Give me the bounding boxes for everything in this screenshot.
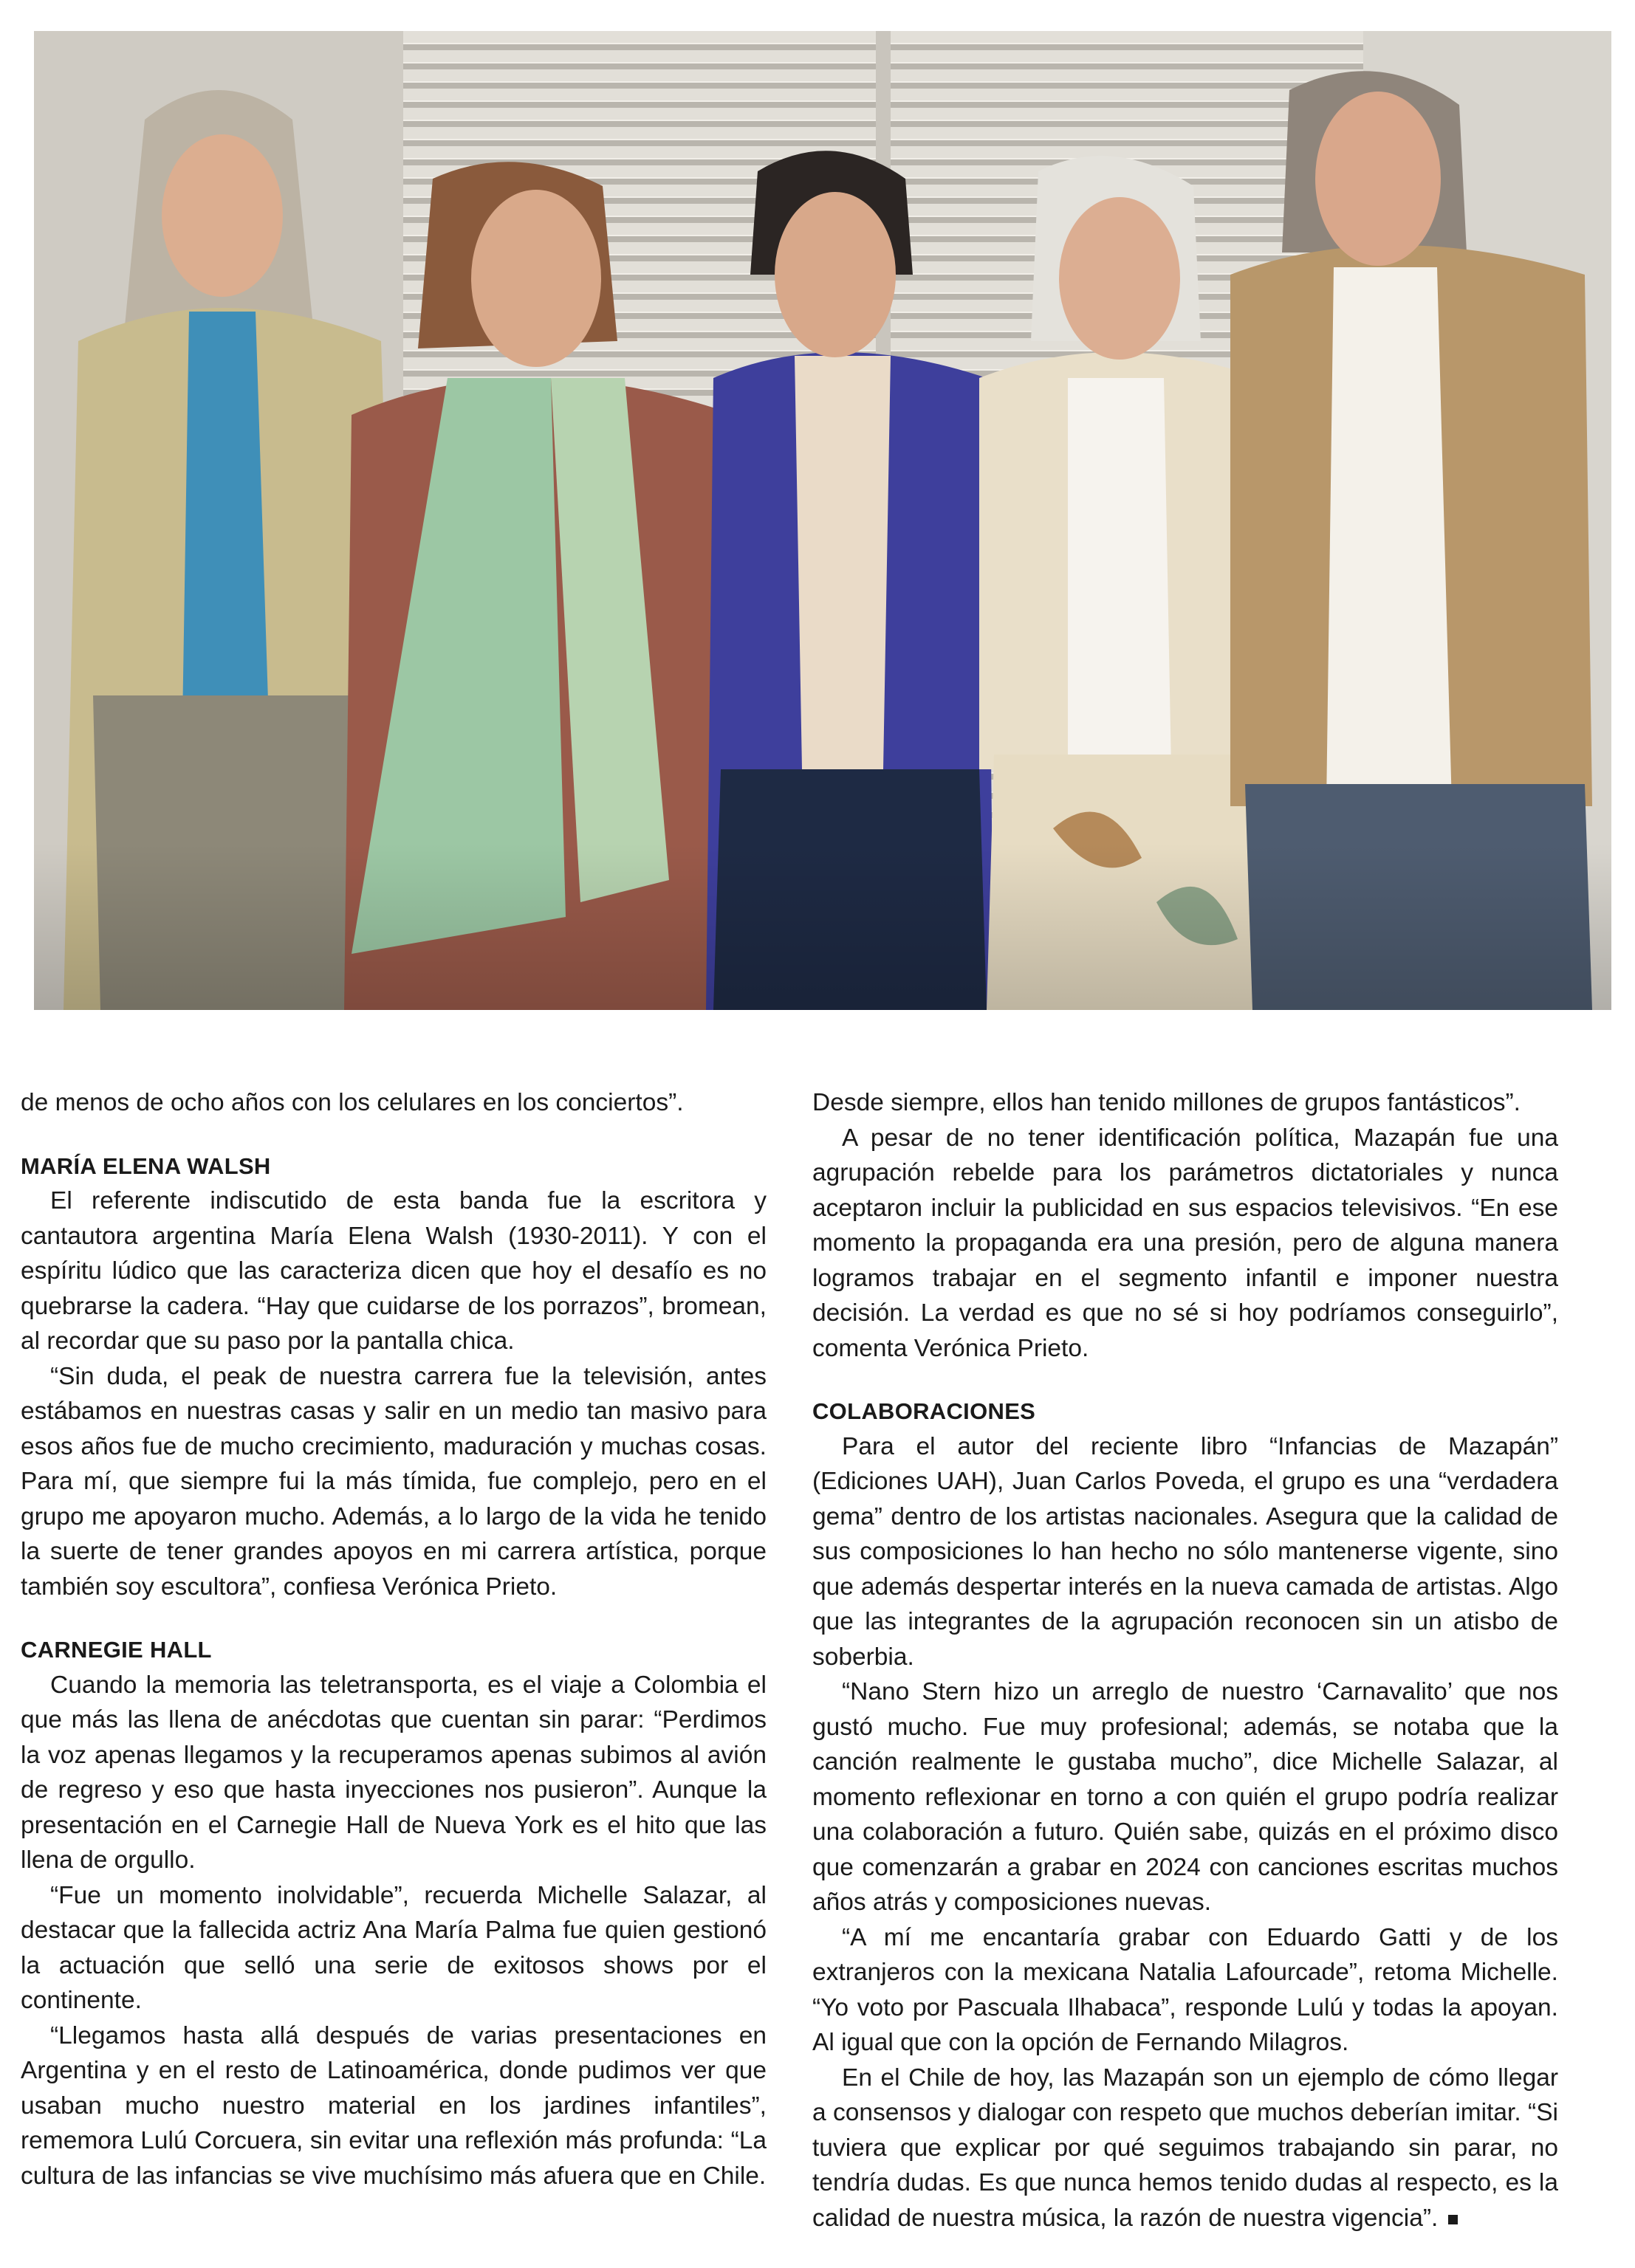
- heading-carnegie-hall: CARNEGIE HALL: [21, 1637, 212, 1663]
- closing-paragraph: [812, 2061, 1558, 2236]
- paragraph: “A mí me encantaría grabar con Eduardo Gatti y de los extranjeros con la mexicana Natalia Lafourcade”, retoma Michelle. “Yo voto por Pascuala Ilhabaca”, responde Lulú y todas la apoyan. Al igual que con la opción de Fernando Milagros.: [812, 1923, 1558, 2056]
- closing-text: En el Chile de hoy, las Mazapán son un ejemplo de cómo llegar a consensos y dialogar con respeto que muchos deberían imitar. “Si tuviera que explicar por qué seguimos trabajando sin parar, no tendría dudas. Es que nunca hemos tenido dudas al respecto, es la calidad de nuestra música, la razón de nuestra vigencia”.: [812, 2063, 1558, 2232]
- left-column: [21, 1085, 767, 2193]
- heading-maria-elena-walsh: MARÍA ELENA WALSH: [21, 1152, 271, 1179]
- paragraph: “Llegamos hasta allá después de varias presentaciones en Argentina y en el resto de Latinoamérica, donde pudimos ver que usaban mucho nuestro material en los jardines infantiles”, rememora Lulú Corcuera, sin evitar una reflexión más profunda: “La cultura de las infancias se vive muchísimo más afuera que en Chile.: [21, 2021, 767, 2190]
- paragraph: Cuando la memoria las teletransporta, es el viaje a Colombia el que más las llena de anécdotas que cuentan sin parar: “Perdimos la voz apenas llegamos y la recuperamos apenas subimos al avión de regreso y eso que hasta inyecciones nos pusieron”. Aunque la presentación en el Carnegie Hall de Nueva York es el hito que las llena de orgullo.: [21, 1671, 767, 1874]
- right-intro: Desde siempre, ellos han tenido millones de grupos fantásticos”.: [812, 1089, 1521, 1116]
- paragraph: El referente indiscutido de esta banda fue la escritora y cantautora argentina María Elena Walsh (1930-2011). Y con el espíritu lúdico que las caracteriza dicen que hoy el desafío es no quebrarse la cadera. “Hay que cuidarse de los porrazos”, bromean, al recordar que su paso por la pantalla chica.: [21, 1187, 767, 1355]
- heading-colaboraciones: COLABORACIONES: [812, 1398, 1036, 1424]
- group-photo-illustration: [34, 31, 1611, 1010]
- right-column: [812, 1085, 1558, 2236]
- end-of-article-mark: [1448, 2215, 1458, 2224]
- left-intro: de menos de ocho años con los celulares en los conciertos”.: [21, 1089, 684, 1116]
- paragraph: Para el autor del reciente libro “Infancias de Mazapán” (Ediciones UAH), Juan Carlos Poveda, el grupo es una “verdadera gema” dentro de los artistas nacionales. Asegura que la calidad de sus composiciones lo han hecho no sólo mantenerse vigente, sino que además despertar interés en la nueva camada de artistas. Algo que las integrantes de la agrupación reconocen sin un atisbo de soberbia.: [812, 1432, 1558, 1671]
- paragraph: “Sin duda, el peak de nuestra carrera fue la televisión, antes estábamos en nuestras casas y salir en un medio tan masivo para esos años fue de mucho crecimiento, maduración y muchas cosas. Para mí, que siempre fui la más tímida, fue complejo, pero en el grupo me apoyaron mucho. Además, a lo largo de la vida he tenido la suerte de tener grandes apoyos en mi carrera artística, porque también soy escultora”, confiesa Verónica Prieto.: [21, 1362, 767, 1601]
- paragraph: “Nano Stern hizo un arreglo de nuestro ‘Carnavalito’ que nos gustó mucho. Fue muy profesional; además, se notaba que la canción realmente le gustaba mucho”, dice Michelle Salazar, al momento reflexionar en torno a con quién el grupo podría realizar una colaboración a futuro. Quién sabe, quizás en el próximo disco que comenzarán a grabar en 2024 con canciones escritas muchos años atrás y composiciones nuevas.: [812, 1678, 1558, 1916]
- paragraph: “Fue un momento inolvidable”, recuerda Michelle Salazar, al destacar que la fallecida actriz Ana María Palma fue quien gestionó la actuación que selló una serie de exitosos shows por el continente.: [21, 1881, 767, 2014]
- paragraph: A pesar de no tener identificación política, Mazapán fue una agrupación rebelde para los parámetros dictatoriales y nunca aceptaron incluir la publicidad en sus espacios televisivos. “En ese momento la propaganda era una presión, pero de alguna manera logramos trabajar en el segmento infantil e imponer nuestra decisión. La verdad es que no sé si hoy podríamos conseguirlo”, comenta Verónica Prieto.: [812, 1124, 1558, 1362]
- group-photo: [34, 31, 1611, 1010]
